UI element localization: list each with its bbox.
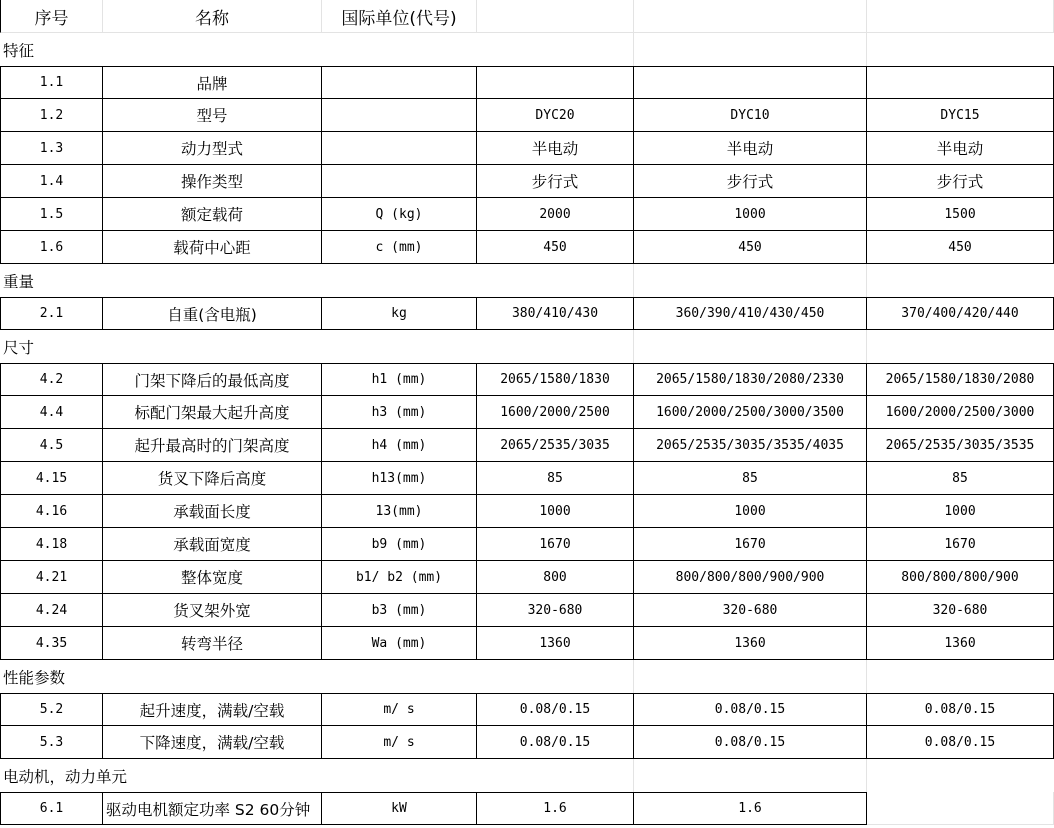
table-row xyxy=(0,66,1054,99)
row-value-cell[interactable]: 步行式 xyxy=(477,165,634,198)
section-title: 性能参数 xyxy=(3,668,66,687)
row-value-cell[interactable]: 85 xyxy=(634,462,867,495)
row-value-cell[interactable]: 450 xyxy=(477,231,634,264)
row-name-cell[interactable]: 下降速度，满载/空载 xyxy=(103,726,322,759)
table-row xyxy=(0,561,1054,594)
row-number-cell[interactable]: 4.5 xyxy=(0,429,103,462)
row-value-cell[interactable]: 320-680 xyxy=(477,594,634,627)
gridline xyxy=(633,660,634,693)
row-value-cell[interactable]: 0.08/0.15 xyxy=(634,693,867,726)
gridline xyxy=(866,330,867,363)
row-value-cell[interactable] xyxy=(477,66,634,99)
row-unit-cell[interactable]: h4 (mm) xyxy=(322,429,477,462)
row-number-cell[interactable]: 4.2 xyxy=(0,363,103,396)
table-row xyxy=(0,99,1054,132)
table-row xyxy=(0,165,1054,198)
row-value-cell[interactable]: 1000 xyxy=(867,495,1054,528)
header-row xyxy=(0,0,1054,33)
row-value-cell[interactable] xyxy=(867,792,1054,825)
row-name-cell[interactable]: 承载面宽度 xyxy=(103,528,322,561)
row-name-cell[interactable]: 载荷中心距 xyxy=(103,231,322,264)
row-number-cell[interactable]: 1.1 xyxy=(0,66,103,99)
row-unit-cell[interactable] xyxy=(322,99,477,132)
gridline xyxy=(633,33,634,66)
row-value-cell[interactable]: 1670 xyxy=(867,528,1054,561)
row-unit-cell[interactable] xyxy=(322,165,477,198)
row-value-cell[interactable]: 1000 xyxy=(634,495,867,528)
row-value-cell[interactable]: 2065/1580/1830/2080 xyxy=(867,363,1054,396)
row-value-cell[interactable]: 380/410/430 xyxy=(477,297,634,330)
section-header xyxy=(0,264,1054,297)
row-name-cell[interactable]: 驱动电机额定功率 S2 60分钟 xyxy=(103,792,322,825)
row-number-cell[interactable]: 4.18 xyxy=(0,528,103,561)
table-row xyxy=(0,462,1054,495)
table-row xyxy=(0,363,1054,396)
row-value-cell[interactable]: 1600/2000/2500/3000 xyxy=(867,396,1054,429)
gridline xyxy=(866,264,867,297)
row-unit-cell[interactable] xyxy=(322,132,477,165)
row-name-cell[interactable]: 品牌 xyxy=(103,66,322,99)
gridline xyxy=(866,33,867,66)
row-value-cell[interactable]: DYC20 xyxy=(477,99,634,132)
row-value-cell[interactable]: 85 xyxy=(477,462,634,495)
row-value-cell[interactable]: 1000 xyxy=(634,198,867,231)
row-name-cell[interactable]: 货叉下降后高度 xyxy=(103,462,322,495)
section-header xyxy=(0,660,1054,693)
row-value-cell[interactable]: 85 xyxy=(867,462,1054,495)
row-value-cell[interactable]: DYC10 xyxy=(634,99,867,132)
row-value-cell[interactable]: 1670 xyxy=(477,528,634,561)
section-title: 特征 xyxy=(3,41,35,60)
table-row xyxy=(0,792,1054,825)
row-value-cell[interactable]: 450 xyxy=(634,231,867,264)
row-unit-cell[interactable]: Wa (mm) xyxy=(322,627,477,660)
table-row xyxy=(0,726,1054,759)
gridline xyxy=(633,264,634,297)
row-name-cell[interactable]: 整体宽度 xyxy=(103,561,322,594)
row-value-cell[interactable]: 800 xyxy=(477,561,634,594)
row-value-cell[interactable]: 1.6 xyxy=(634,792,867,825)
row-name-cell[interactable]: 动力型式 xyxy=(103,132,322,165)
row-value-cell[interactable]: 1360 xyxy=(867,627,1054,660)
row-number-cell[interactable]: 5.3 xyxy=(0,726,103,759)
row-number-cell[interactable]: 4.21 xyxy=(0,561,103,594)
row-value-cell[interactable]: 800/800/800/900 xyxy=(867,561,1054,594)
row-value-cell[interactable]: 450 xyxy=(867,231,1054,264)
row-name-cell[interactable]: 门架下降后的最低高度 xyxy=(103,363,322,396)
row-value-cell[interactable]: 2065/2535/3035/3535/4035 xyxy=(634,429,867,462)
row-unit-cell[interactable]: b1/ b2 (mm) xyxy=(322,561,477,594)
row-name-cell[interactable]: 自重(含电瓶) xyxy=(103,297,322,330)
row-number-cell[interactable]: 4.15 xyxy=(0,462,103,495)
section-title: 重量 xyxy=(3,272,35,291)
section-title: 尺寸 xyxy=(3,338,35,357)
row-number-cell[interactable]: 1.6 xyxy=(0,231,103,264)
row-unit-cell[interactable]: b9 (mm) xyxy=(322,528,477,561)
row-name-cell[interactable]: 标配门架最大起升高度 xyxy=(103,396,322,429)
row-value-cell[interactable]: DYC15 xyxy=(867,99,1054,132)
table-row xyxy=(0,198,1054,231)
row-value-cell[interactable]: 800/800/800/900/900 xyxy=(634,561,867,594)
row-value-cell[interactable]: 320-680 xyxy=(634,594,867,627)
gridline xyxy=(633,759,634,792)
row-value-cell[interactable]: 320-680 xyxy=(867,594,1054,627)
row-unit-cell[interactable]: h3 (mm) xyxy=(322,396,477,429)
row-number-cell[interactable]: 1.4 xyxy=(0,165,103,198)
row-value-cell[interactable]: 步行式 xyxy=(634,165,867,198)
row-value-cell[interactable] xyxy=(867,66,1054,99)
table-row xyxy=(0,495,1054,528)
row-value-cell[interactable]: 半电动 xyxy=(867,132,1054,165)
row-unit-cell[interactable]: h1 (mm) xyxy=(322,363,477,396)
row-number-cell[interactable]: 4.35 xyxy=(0,627,103,660)
table-row xyxy=(0,528,1054,561)
row-value-cell[interactable]: 1500 xyxy=(867,198,1054,231)
table-row xyxy=(0,231,1054,264)
row-value-cell[interactable]: 2065/2535/3035/3535 xyxy=(867,429,1054,462)
row-number-cell[interactable]: 5.2 xyxy=(0,693,103,726)
row-value-cell[interactable]: 1000 xyxy=(477,495,634,528)
gridline xyxy=(866,660,867,693)
row-value-cell[interactable]: 2000 xyxy=(477,198,634,231)
row-number-cell[interactable]: 6.1 xyxy=(0,792,103,825)
row-number-cell[interactable]: 4.16 xyxy=(0,495,103,528)
section-header xyxy=(0,33,1054,66)
row-value-cell[interactable]: 半电动 xyxy=(477,132,634,165)
table-row xyxy=(0,297,1054,330)
row-number-cell[interactable]: 1.3 xyxy=(0,132,103,165)
row-value-cell[interactable]: 1360 xyxy=(477,627,634,660)
row-name-cell[interactable]: 操作类型 xyxy=(103,165,322,198)
row-value-cell[interactable]: 0.08/0.15 xyxy=(867,726,1054,759)
header-cell-no[interactable]: 序号 xyxy=(0,0,103,33)
row-value-cell[interactable]: 0.08/0.15 xyxy=(477,693,634,726)
row-value-cell[interactable]: 1600/2000/2500 xyxy=(477,396,634,429)
table-row xyxy=(0,396,1054,429)
row-value-cell[interactable]: 0.08/0.15 xyxy=(477,726,634,759)
row-unit-cell[interactable]: h13(mm) xyxy=(322,462,477,495)
row-number-cell[interactable]: 4.4 xyxy=(0,396,103,429)
row-value-cell[interactable]: 1.6 xyxy=(477,792,634,825)
row-value-cell[interactable]: 2065/2535/3035 xyxy=(477,429,634,462)
row-unit-cell[interactable]: m/ s xyxy=(322,693,477,726)
row-unit-cell[interactable]: kW xyxy=(322,792,477,825)
gridline xyxy=(866,759,867,792)
row-unit-cell[interactable]: 13(mm) xyxy=(322,495,477,528)
row-value-cell[interactable] xyxy=(634,66,867,99)
section-header xyxy=(0,759,1054,792)
row-value-cell[interactable]: 1600/2000/2500/3000/3500 xyxy=(634,396,867,429)
table-row xyxy=(0,693,1054,726)
header-cell-unit[interactable]: 国际单位(代号) xyxy=(322,0,477,33)
row-name-cell[interactable]: 起升最高时的门架高度 xyxy=(103,429,322,462)
row-unit-cell[interactable]: Q (kg) xyxy=(322,198,477,231)
table-row xyxy=(0,132,1054,165)
row-unit-cell[interactable]: kg xyxy=(322,297,477,330)
row-value-cell[interactable]: 1360 xyxy=(634,627,867,660)
row-number-cell[interactable]: 1.5 xyxy=(0,198,103,231)
row-number-cell[interactable]: 1.2 xyxy=(0,99,103,132)
row-value-cell[interactable]: 360/390/410/430/450 xyxy=(634,297,867,330)
row-unit-cell[interactable]: b3 (mm) xyxy=(322,594,477,627)
row-number-cell[interactable]: 4.24 xyxy=(0,594,103,627)
row-name-cell[interactable]: 起升速度，满载/空载 xyxy=(103,693,322,726)
header-cell-model-3[interactable] xyxy=(867,0,1054,33)
row-value-cell[interactable]: 0.08/0.15 xyxy=(634,726,867,759)
row-unit-cell[interactable]: m/ s xyxy=(322,726,477,759)
header-cell-name[interactable]: 名称 xyxy=(103,0,322,33)
row-unit-cell[interactable] xyxy=(322,66,477,99)
section-header xyxy=(0,330,1054,363)
row-name-cell[interactable]: 承载面长度 xyxy=(103,495,322,528)
row-value-cell[interactable]: 370/400/420/440 xyxy=(867,297,1054,330)
header-cell-model-2[interactable] xyxy=(634,0,867,33)
row-value-cell[interactable]: 2065/1580/1830/2080/2330 xyxy=(634,363,867,396)
gridline xyxy=(633,330,634,363)
row-value-cell[interactable]: 2065/1580/1830 xyxy=(477,363,634,396)
row-value-cell[interactable]: 0.08/0.15 xyxy=(867,693,1054,726)
section-title: 电动机，动力单元 xyxy=(3,767,128,786)
row-value-cell[interactable]: 半电动 xyxy=(634,132,867,165)
table-row xyxy=(0,429,1054,462)
row-unit-cell[interactable]: c (mm) xyxy=(322,231,477,264)
row-number-cell[interactable]: 2.1 xyxy=(0,297,103,330)
row-value-cell[interactable]: 步行式 xyxy=(867,165,1054,198)
row-name-cell[interactable]: 货叉架外宽 xyxy=(103,594,322,627)
table-row xyxy=(0,627,1054,660)
row-name-cell[interactable]: 转弯半径 xyxy=(103,627,322,660)
row-name-cell[interactable]: 额定载荷 xyxy=(103,198,322,231)
row-value-cell[interactable]: 1670 xyxy=(634,528,867,561)
header-cell-model-1[interactable] xyxy=(477,0,634,33)
table-row xyxy=(0,594,1054,627)
row-name-cell[interactable]: 型号 xyxy=(103,99,322,132)
